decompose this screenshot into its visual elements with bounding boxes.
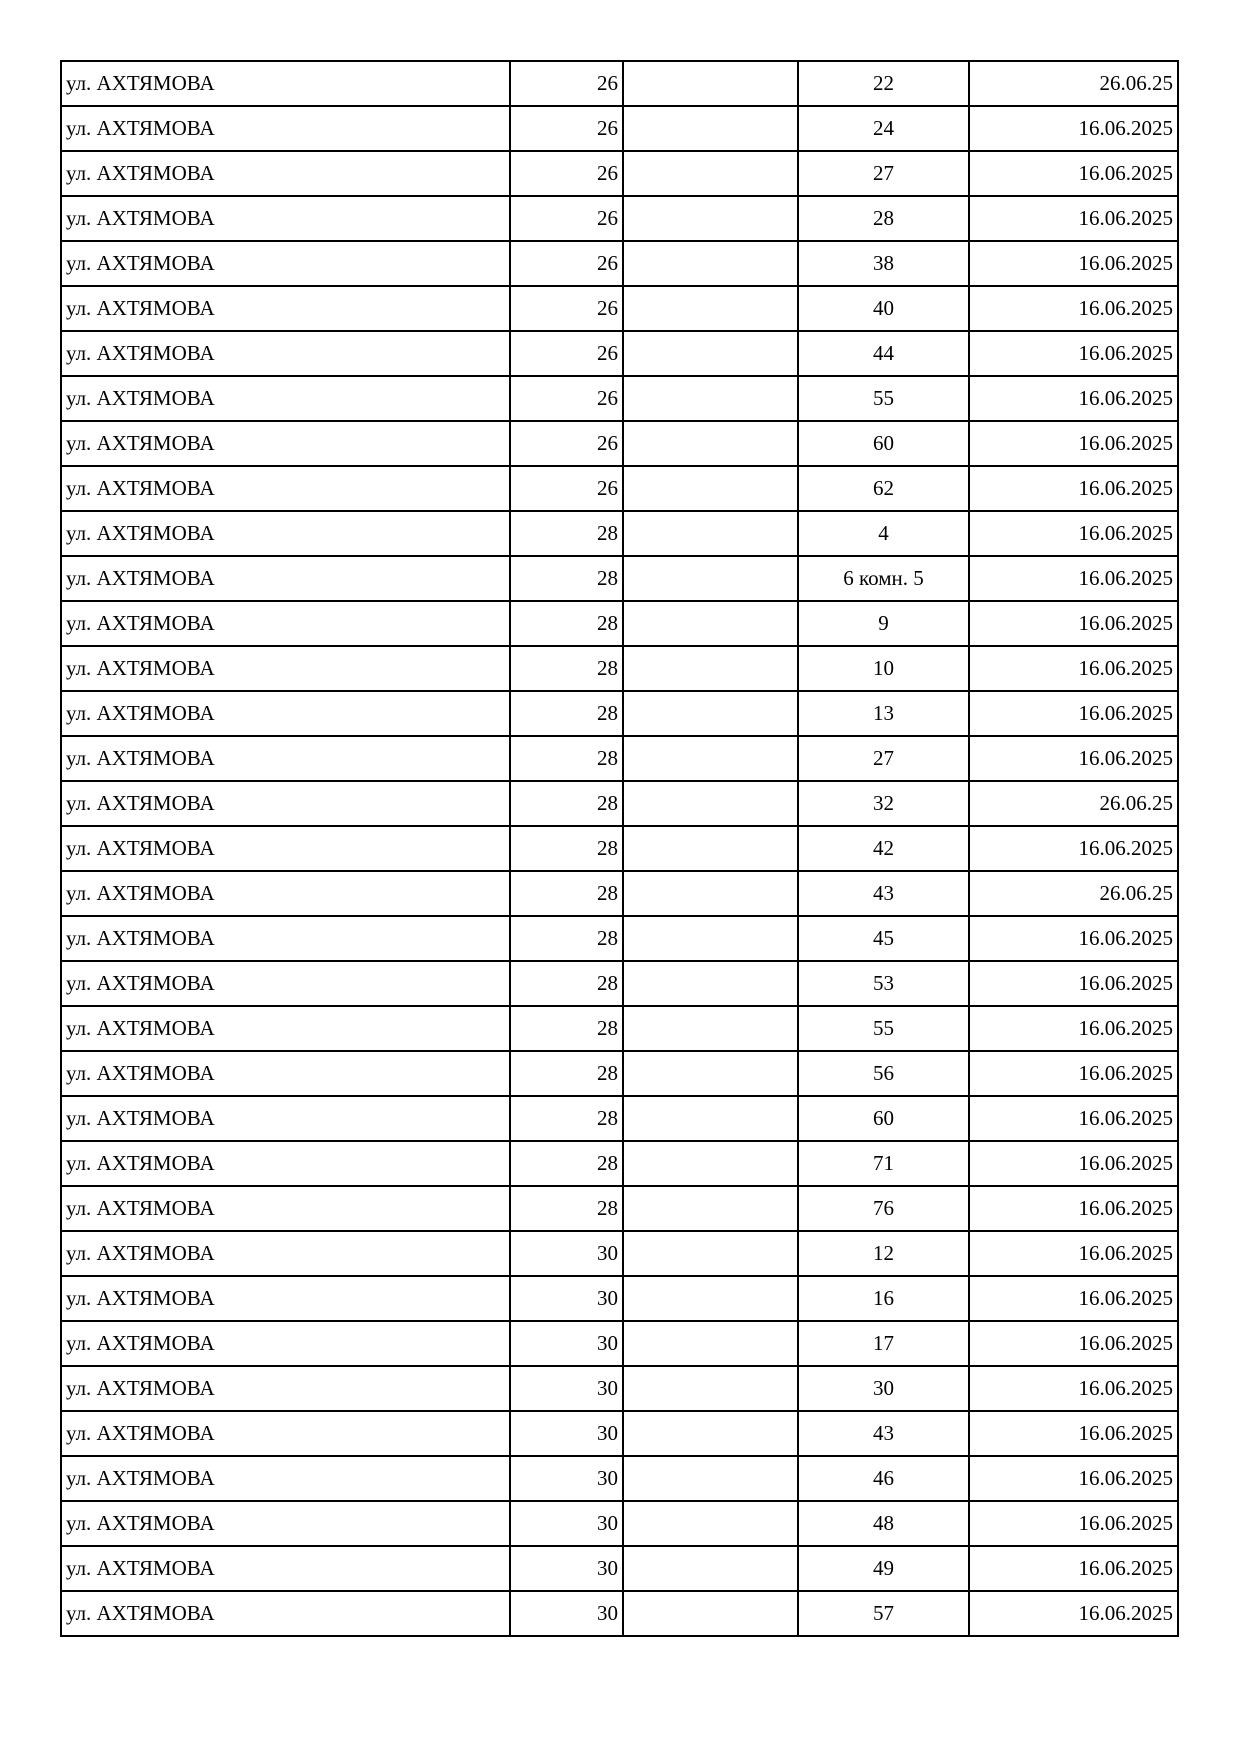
house-number-cell: 28	[510, 1051, 623, 1096]
apartment-cell: 45	[798, 916, 969, 961]
street-cell: ул. АХТЯМОВА	[61, 196, 510, 241]
date-cell: 16.06.2025	[969, 1051, 1178, 1096]
house-number-cell: 28	[510, 961, 623, 1006]
empty-cell	[623, 421, 798, 466]
date-cell: 16.06.2025	[969, 601, 1178, 646]
apartment-cell: 12	[798, 1231, 969, 1276]
empty-cell	[623, 151, 798, 196]
empty-cell	[623, 1321, 798, 1366]
table-body	[61, 61, 1178, 1636]
empty-cell	[623, 1546, 798, 1591]
house-number-cell: 28	[510, 1006, 623, 1051]
house-number-cell: 30	[510, 1411, 623, 1456]
house-number-cell: 30	[510, 1231, 623, 1276]
street-cell: ул. АХТЯМОВА	[61, 466, 510, 511]
street-cell: ул. АХТЯМОВА	[61, 151, 510, 196]
empty-cell	[623, 511, 798, 556]
table-row	[61, 1411, 1178, 1456]
empty-cell	[623, 196, 798, 241]
apartment-cell: 43	[798, 1411, 969, 1456]
date-cell: 16.06.2025	[969, 466, 1178, 511]
street-cell: ул. АХТЯМОВА	[61, 556, 510, 601]
house-number-cell: 26	[510, 241, 623, 286]
date-cell: 16.06.2025	[969, 1591, 1178, 1636]
empty-cell	[623, 376, 798, 421]
street-cell: ул. АХТЯМОВА	[61, 1006, 510, 1051]
date-cell: 26.06.25	[969, 781, 1178, 826]
apartment-cell: 6 комн. 5	[798, 556, 969, 601]
street-cell: ул. АХТЯМОВА	[61, 691, 510, 736]
table-row	[61, 1456, 1178, 1501]
date-cell: 26.06.25	[969, 871, 1178, 916]
street-cell: ул. АХТЯМОВА	[61, 871, 510, 916]
house-number-cell: 28	[510, 736, 623, 781]
street-cell: ул. АХТЯМОВА	[61, 1321, 510, 1366]
apartment-cell: 16	[798, 1276, 969, 1321]
empty-cell	[623, 241, 798, 286]
empty-cell	[623, 331, 798, 376]
date-cell: 16.06.2025	[969, 1186, 1178, 1231]
empty-cell	[623, 781, 798, 826]
table-row	[61, 691, 1178, 736]
table-row	[61, 1141, 1178, 1186]
empty-cell	[623, 871, 798, 916]
house-number-cell: 28	[510, 871, 623, 916]
empty-cell	[623, 826, 798, 871]
apartment-cell: 48	[798, 1501, 969, 1546]
street-cell: ул. АХТЯМОВА	[61, 1411, 510, 1456]
street-cell: ул. АХТЯМОВА	[61, 376, 510, 421]
table-row	[61, 1591, 1178, 1636]
apartment-cell: 62	[798, 466, 969, 511]
empty-cell	[623, 916, 798, 961]
date-cell: 16.06.2025	[969, 961, 1178, 1006]
house-number-cell: 26	[510, 421, 623, 466]
date-cell: 16.06.2025	[969, 196, 1178, 241]
street-cell: ул. АХТЯМОВА	[61, 781, 510, 826]
date-cell: 16.06.2025	[969, 376, 1178, 421]
empty-cell	[623, 61, 798, 106]
house-number-cell: 28	[510, 781, 623, 826]
date-cell: 16.06.2025	[969, 1546, 1178, 1591]
house-number-cell: 26	[510, 331, 623, 376]
street-cell: ул. АХТЯМОВА	[61, 421, 510, 466]
house-number-cell: 28	[510, 556, 623, 601]
table-row	[61, 466, 1178, 511]
date-cell: 16.06.2025	[969, 1231, 1178, 1276]
empty-cell	[623, 1276, 798, 1321]
table-row	[61, 1501, 1178, 1546]
date-cell: 16.06.2025	[969, 1456, 1178, 1501]
apartment-cell: 40	[798, 286, 969, 331]
date-cell: 16.06.2025	[969, 286, 1178, 331]
table-row	[61, 1321, 1178, 1366]
date-cell: 16.06.2025	[969, 1501, 1178, 1546]
apartment-cell: 4	[798, 511, 969, 556]
empty-cell	[623, 961, 798, 1006]
house-number-cell: 30	[510, 1546, 623, 1591]
address-table	[60, 60, 1179, 1637]
table-row	[61, 601, 1178, 646]
street-cell: ул. АХТЯМОВА	[61, 1141, 510, 1186]
empty-cell	[623, 1366, 798, 1411]
empty-cell	[623, 1591, 798, 1636]
table-row	[61, 1366, 1178, 1411]
house-number-cell: 28	[510, 916, 623, 961]
table-row	[61, 196, 1178, 241]
street-cell: ул. АХТЯМОВА	[61, 61, 510, 106]
apartment-cell: 71	[798, 1141, 969, 1186]
street-cell: ул. АХТЯМОВА	[61, 736, 510, 781]
house-number-cell: 26	[510, 466, 623, 511]
table-row	[61, 376, 1178, 421]
house-number-cell: 26	[510, 151, 623, 196]
date-cell: 16.06.2025	[969, 826, 1178, 871]
apartment-cell: 30	[798, 1366, 969, 1411]
street-cell: ул. АХТЯМОВА	[61, 601, 510, 646]
date-cell: 16.06.2025	[969, 241, 1178, 286]
house-number-cell: 28	[510, 511, 623, 556]
street-cell: ул. АХТЯМОВА	[61, 826, 510, 871]
empty-cell	[623, 1141, 798, 1186]
empty-cell	[623, 1231, 798, 1276]
table-row	[61, 421, 1178, 466]
table-row	[61, 1006, 1178, 1051]
apartment-cell: 42	[798, 826, 969, 871]
street-cell: ул. АХТЯМОВА	[61, 1456, 510, 1501]
apartment-cell: 49	[798, 1546, 969, 1591]
apartment-cell: 76	[798, 1186, 969, 1231]
house-number-cell: 26	[510, 61, 623, 106]
date-cell: 16.06.2025	[969, 691, 1178, 736]
date-cell: 16.06.2025	[969, 421, 1178, 466]
table-row	[61, 961, 1178, 1006]
street-cell: ул. АХТЯМОВА	[61, 106, 510, 151]
table-row	[61, 646, 1178, 691]
empty-cell	[623, 1006, 798, 1051]
table-row	[61, 1276, 1178, 1321]
street-cell: ул. АХТЯМОВА	[61, 1501, 510, 1546]
street-cell: ул. АХТЯМОВА	[61, 1591, 510, 1636]
apartment-cell: 27	[798, 736, 969, 781]
street-cell: ул. АХТЯМОВА	[61, 1276, 510, 1321]
table-row	[61, 916, 1178, 961]
date-cell: 16.06.2025	[969, 1321, 1178, 1366]
street-cell: ул. АХТЯМОВА	[61, 331, 510, 376]
date-cell: 26.06.25	[969, 61, 1178, 106]
date-cell: 16.06.2025	[969, 1006, 1178, 1051]
table-row	[61, 1231, 1178, 1276]
house-number-cell: 28	[510, 691, 623, 736]
house-number-cell: 26	[510, 106, 623, 151]
apartment-cell: 28	[798, 196, 969, 241]
date-cell: 16.06.2025	[969, 1366, 1178, 1411]
table-row	[61, 286, 1178, 331]
table-row	[61, 1186, 1178, 1231]
date-cell: 16.06.2025	[969, 1141, 1178, 1186]
date-cell: 16.06.2025	[969, 556, 1178, 601]
street-cell: ул. АХТЯМОВА	[61, 511, 510, 556]
table-row	[61, 556, 1178, 601]
empty-cell	[623, 691, 798, 736]
apartment-cell: 55	[798, 1006, 969, 1051]
apartment-cell: 60	[798, 1096, 969, 1141]
apartment-cell: 46	[798, 1456, 969, 1501]
table-row	[61, 826, 1178, 871]
house-number-cell: 28	[510, 1096, 623, 1141]
house-number-cell: 26	[510, 376, 623, 421]
house-number-cell: 26	[510, 196, 623, 241]
apartment-cell: 55	[798, 376, 969, 421]
empty-cell	[623, 1456, 798, 1501]
table-row	[61, 241, 1178, 286]
apartment-cell: 24	[798, 106, 969, 151]
street-cell: ул. АХТЯМОВА	[61, 286, 510, 331]
street-cell: ул. АХТЯМОВА	[61, 646, 510, 691]
apartment-cell: 60	[798, 421, 969, 466]
date-cell: 16.06.2025	[969, 151, 1178, 196]
empty-cell	[623, 556, 798, 601]
apartment-cell: 17	[798, 1321, 969, 1366]
date-cell: 16.06.2025	[969, 511, 1178, 556]
empty-cell	[623, 646, 798, 691]
street-cell: ул. АХТЯМОВА	[61, 1546, 510, 1591]
house-number-cell: 28	[510, 826, 623, 871]
street-cell: ул. АХТЯМОВА	[61, 916, 510, 961]
table-row	[61, 331, 1178, 376]
apartment-cell: 9	[798, 601, 969, 646]
empty-cell	[623, 466, 798, 511]
empty-cell	[623, 601, 798, 646]
street-cell: ул. АХТЯМОВА	[61, 1186, 510, 1231]
apartment-cell: 13	[798, 691, 969, 736]
street-cell: ул. АХТЯМОВА	[61, 961, 510, 1006]
apartment-cell: 44	[798, 331, 969, 376]
house-number-cell: 26	[510, 286, 623, 331]
date-cell: 16.06.2025	[969, 736, 1178, 781]
house-number-cell: 28	[510, 1186, 623, 1231]
house-number-cell: 28	[510, 601, 623, 646]
table-row	[61, 736, 1178, 781]
apartment-cell: 27	[798, 151, 969, 196]
apartment-cell: 43	[798, 871, 969, 916]
date-cell: 16.06.2025	[969, 646, 1178, 691]
house-number-cell: 30	[510, 1366, 623, 1411]
date-cell: 16.06.2025	[969, 1411, 1178, 1456]
street-cell: ул. АХТЯМОВА	[61, 1096, 510, 1141]
table-row	[61, 151, 1178, 196]
empty-cell	[623, 1411, 798, 1456]
apartment-cell: 56	[798, 1051, 969, 1096]
table-row	[61, 106, 1178, 151]
date-cell: 16.06.2025	[969, 331, 1178, 376]
street-cell: ул. АХТЯМОВА	[61, 241, 510, 286]
empty-cell	[623, 1096, 798, 1141]
apartment-cell: 53	[798, 961, 969, 1006]
empty-cell	[623, 1051, 798, 1096]
date-cell: 16.06.2025	[969, 916, 1178, 961]
apartment-cell: 10	[798, 646, 969, 691]
table-row	[61, 781, 1178, 826]
empty-cell	[623, 106, 798, 151]
table-row	[61, 511, 1178, 556]
house-number-cell: 30	[510, 1501, 623, 1546]
table-row	[61, 1051, 1178, 1096]
street-cell: ул. АХТЯМОВА	[61, 1051, 510, 1096]
house-number-cell: 30	[510, 1591, 623, 1636]
empty-cell	[623, 286, 798, 331]
table-row	[61, 61, 1178, 106]
table-row	[61, 1546, 1178, 1591]
date-cell: 16.06.2025	[969, 106, 1178, 151]
house-number-cell: 28	[510, 1141, 623, 1186]
apartment-cell: 38	[798, 241, 969, 286]
apartment-cell: 57	[798, 1591, 969, 1636]
empty-cell	[623, 1186, 798, 1231]
street-cell: ул. АХТЯМОВА	[61, 1366, 510, 1411]
empty-cell	[623, 736, 798, 781]
empty-cell	[623, 1501, 798, 1546]
date-cell: 16.06.2025	[969, 1276, 1178, 1321]
apartment-cell: 32	[798, 781, 969, 826]
date-cell: 16.06.2025	[969, 1096, 1178, 1141]
table-row	[61, 871, 1178, 916]
street-cell: ул. АХТЯМОВА	[61, 1231, 510, 1276]
house-number-cell: 30	[510, 1321, 623, 1366]
house-number-cell: 30	[510, 1456, 623, 1501]
house-number-cell: 30	[510, 1276, 623, 1321]
table-row	[61, 1096, 1178, 1141]
house-number-cell: 28	[510, 646, 623, 691]
apartment-cell: 22	[798, 61, 969, 106]
